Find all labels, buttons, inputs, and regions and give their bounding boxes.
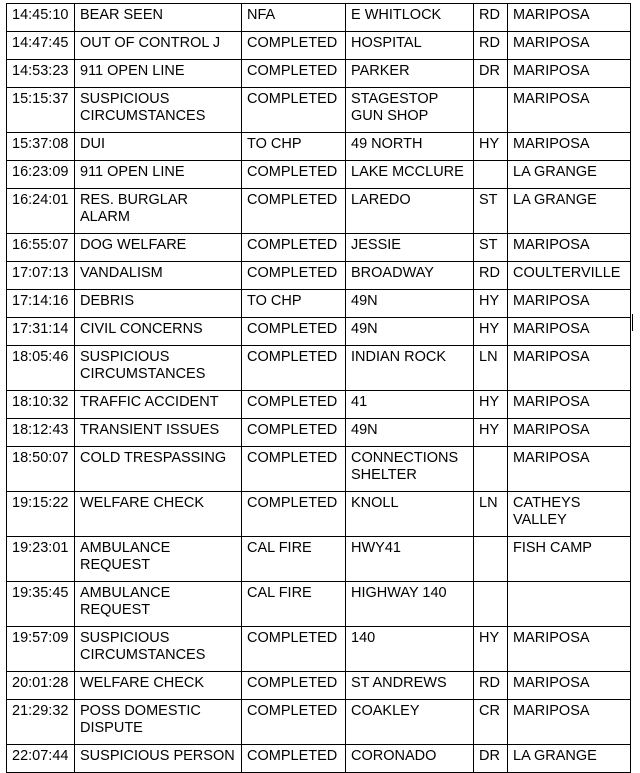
- cell-disposition: COMPLETED: [242, 262, 346, 290]
- cell-city: MARIPOSA: [508, 60, 631, 88]
- cell-city: MARIPOSA: [508, 234, 631, 262]
- cell-disposition: COMPLETED: [242, 60, 346, 88]
- cell-street-suffix: [474, 537, 508, 582]
- table-row: [7, 234, 631, 262]
- cell-call-type: POSS DOMESTIC DISPUTE: [75, 700, 242, 745]
- cell-city: MARIPOSA: [508, 391, 631, 419]
- cell-disposition: COMPLETED: [242, 161, 346, 189]
- cell-disposition: CAL FIRE: [242, 582, 346, 627]
- cell-time: 17:07:13: [7, 262, 75, 290]
- cell-location: LAREDO: [346, 189, 474, 234]
- cell-time: 20:01:28: [7, 672, 75, 700]
- cell-location: 49 NORTH: [346, 133, 474, 161]
- cell-disposition: COMPLETED: [242, 32, 346, 60]
- cell-call-type: SUSPICIOUS PERSON: [75, 745, 242, 773]
- cell-location: HIGHWAY 140: [346, 582, 474, 627]
- cell-call-type: COLD TRESPASSING: [75, 447, 242, 492]
- cell-call-type: DEBRIS: [75, 290, 242, 318]
- cell-city: LA GRANGE: [508, 745, 631, 773]
- text-cursor-mark: [632, 314, 633, 331]
- cell-location: E WHITLOCK: [346, 4, 474, 32]
- cell-street-suffix: HY: [474, 391, 508, 419]
- cell-disposition: COMPLETED: [242, 346, 346, 391]
- cell-city: MARIPOSA: [508, 318, 631, 346]
- cell-street-suffix: HY: [474, 290, 508, 318]
- table-row: [7, 419, 631, 447]
- cell-location: ST ANDREWS: [346, 672, 474, 700]
- cell-street-suffix: ST: [474, 234, 508, 262]
- cell-location: BROADWAY: [346, 262, 474, 290]
- cell-street-suffix: RD: [474, 32, 508, 60]
- cell-disposition: COMPLETED: [242, 234, 346, 262]
- cell-time: 19:23:01: [7, 537, 75, 582]
- table-row: [7, 346, 631, 391]
- cell-street-suffix: ST: [474, 189, 508, 234]
- cell-city: MARIPOSA: [508, 346, 631, 391]
- cell-time: 14:45:10: [7, 4, 75, 32]
- cell-street-suffix: RD: [474, 4, 508, 32]
- cell-street-suffix: HY: [474, 627, 508, 672]
- cell-time: 19:15:22: [7, 492, 75, 537]
- cell-call-type: WELFARE CHECK: [75, 492, 242, 537]
- table-row: [7, 4, 631, 32]
- cell-location: INDIAN ROCK: [346, 346, 474, 391]
- cell-time: 19:57:09: [7, 627, 75, 672]
- table-row: [7, 391, 631, 419]
- cell-city: MARIPOSA: [508, 88, 631, 133]
- cell-location: HOSPITAL: [346, 32, 474, 60]
- cell-city: LA GRANGE: [508, 189, 631, 234]
- cell-time: 15:37:08: [7, 133, 75, 161]
- table-row: [7, 32, 631, 60]
- cell-disposition: TO CHP: [242, 133, 346, 161]
- table-row: [7, 161, 631, 189]
- cell-call-type: AMBULANCE REQUEST: [75, 582, 242, 627]
- cell-call-type: CIVIL CONCERNS: [75, 318, 242, 346]
- cell-city: MARIPOSA: [508, 4, 631, 32]
- cell-time: 18:50:07: [7, 447, 75, 492]
- table-row: [7, 627, 631, 672]
- cell-location: KNOLL: [346, 492, 474, 537]
- cell-call-type: OUT OF CONTROL J: [75, 32, 242, 60]
- cell-location: 49N: [346, 318, 474, 346]
- table-row: [7, 672, 631, 700]
- cell-call-type: SUSPICIOUS CIRCUMSTANCES: [75, 88, 242, 133]
- cell-street-suffix: CR: [474, 700, 508, 745]
- cell-street-suffix: [474, 447, 508, 492]
- cell-location: STAGESTOP GUN SHOP: [346, 88, 474, 133]
- cell-location: 49N: [346, 290, 474, 318]
- cell-call-type: WELFARE CHECK: [75, 672, 242, 700]
- cell-street-suffix: HY: [474, 318, 508, 346]
- cell-disposition: COMPLETED: [242, 447, 346, 492]
- cell-city: MARIPOSA: [508, 32, 631, 60]
- cell-location: JESSIE: [346, 234, 474, 262]
- cell-location: 140: [346, 627, 474, 672]
- cell-call-type: 911 OPEN LINE: [75, 60, 242, 88]
- cell-city: LA GRANGE: [508, 161, 631, 189]
- table-row: [7, 133, 631, 161]
- cell-call-type: TRAFFIC ACCIDENT: [75, 391, 242, 419]
- cell-city: MARIPOSA: [508, 419, 631, 447]
- cell-disposition: COMPLETED: [242, 627, 346, 672]
- cell-location: HWY41: [346, 537, 474, 582]
- cell-time: 18:05:46: [7, 346, 75, 391]
- cell-location: CONNECTIONS SHELTER: [346, 447, 474, 492]
- cell-call-type: TRANSIENT ISSUES: [75, 419, 242, 447]
- table-row: [7, 537, 631, 582]
- cell-city: COULTERVILLE: [508, 262, 631, 290]
- cell-time: 22:07:44: [7, 745, 75, 773]
- cell-time: 19:35:45: [7, 582, 75, 627]
- table-row: [7, 447, 631, 492]
- table-row: [7, 262, 631, 290]
- cell-location: PARKER: [346, 60, 474, 88]
- cell-disposition: COMPLETED: [242, 88, 346, 133]
- table-row: [7, 189, 631, 234]
- cell-street-suffix: [474, 161, 508, 189]
- cell-call-type: DOG WELFARE: [75, 234, 242, 262]
- cell-disposition: TO CHP: [242, 290, 346, 318]
- cell-street-suffix: HY: [474, 419, 508, 447]
- cell-street-suffix: RD: [474, 262, 508, 290]
- cell-street-suffix: LN: [474, 346, 508, 391]
- cell-time: 14:53:23: [7, 60, 75, 88]
- cell-disposition: COMPLETED: [242, 318, 346, 346]
- table-row: [7, 700, 631, 745]
- cell-disposition: NFA: [242, 4, 346, 32]
- cell-city: MARIPOSA: [508, 447, 631, 492]
- table-row: [7, 60, 631, 88]
- cell-time: 21:29:32: [7, 700, 75, 745]
- cell-time: 17:31:14: [7, 318, 75, 346]
- cell-time: 18:12:43: [7, 419, 75, 447]
- cell-call-type: SUSPICIOUS CIRCUMSTANCES: [75, 627, 242, 672]
- cell-city: MARIPOSA: [508, 700, 631, 745]
- cell-call-type: VANDALISM: [75, 262, 242, 290]
- cell-time: 16:23:09: [7, 161, 75, 189]
- cell-street-suffix: HY: [474, 133, 508, 161]
- cell-disposition: COMPLETED: [242, 189, 346, 234]
- cell-time: 15:15:37: [7, 88, 75, 133]
- table-row: [7, 492, 631, 537]
- table-row: [7, 582, 631, 627]
- cell-city: CATHEYS VALLEY: [508, 492, 631, 537]
- cell-call-type: BEAR SEEN: [75, 4, 242, 32]
- cell-call-type: DUI: [75, 133, 242, 161]
- cell-street-suffix: [474, 582, 508, 627]
- cell-street-suffix: [474, 88, 508, 133]
- cell-city: MARIPOSA: [508, 627, 631, 672]
- cell-time: 17:14:16: [7, 290, 75, 318]
- cell-disposition: COMPLETED: [242, 419, 346, 447]
- cell-time: 14:47:45: [7, 32, 75, 60]
- cell-time: 16:55:07: [7, 234, 75, 262]
- cell-city: MARIPOSA: [508, 290, 631, 318]
- cell-time: 18:10:32: [7, 391, 75, 419]
- table-row: [7, 318, 631, 346]
- cell-disposition: COMPLETED: [242, 492, 346, 537]
- cell-city: FISH CAMP: [508, 537, 631, 582]
- cell-disposition: COMPLETED: [242, 672, 346, 700]
- cell-city: [508, 582, 631, 627]
- cell-disposition: COMPLETED: [242, 700, 346, 745]
- table-row: [7, 745, 631, 773]
- cell-location: COAKLEY: [346, 700, 474, 745]
- cell-time: 16:24:01: [7, 189, 75, 234]
- call-log-body: [7, 4, 631, 773]
- call-log-table: [6, 3, 631, 773]
- cell-call-type: 911 OPEN LINE: [75, 161, 242, 189]
- cell-disposition: CAL FIRE: [242, 537, 346, 582]
- cell-call-type: SUSPICIOUS CIRCUMSTANCES: [75, 346, 242, 391]
- cell-location: CORONADO: [346, 745, 474, 773]
- cell-disposition: COMPLETED: [242, 391, 346, 419]
- cell-street-suffix: LN: [474, 492, 508, 537]
- cell-call-type: RES. BURGLAR ALARM: [75, 189, 242, 234]
- cell-location: 49N: [346, 419, 474, 447]
- cell-city: MARIPOSA: [508, 133, 631, 161]
- cell-street-suffix: DR: [474, 745, 508, 773]
- cell-city: MARIPOSA: [508, 672, 631, 700]
- table-row: [7, 290, 631, 318]
- table-row: [7, 88, 631, 133]
- cell-call-type: AMBULANCE REQUEST: [75, 537, 242, 582]
- cell-disposition: COMPLETED: [242, 745, 346, 773]
- cell-location: LAKE MCCLURE: [346, 161, 474, 189]
- cell-street-suffix: DR: [474, 60, 508, 88]
- cell-street-suffix: RD: [474, 672, 508, 700]
- cell-location: 41: [346, 391, 474, 419]
